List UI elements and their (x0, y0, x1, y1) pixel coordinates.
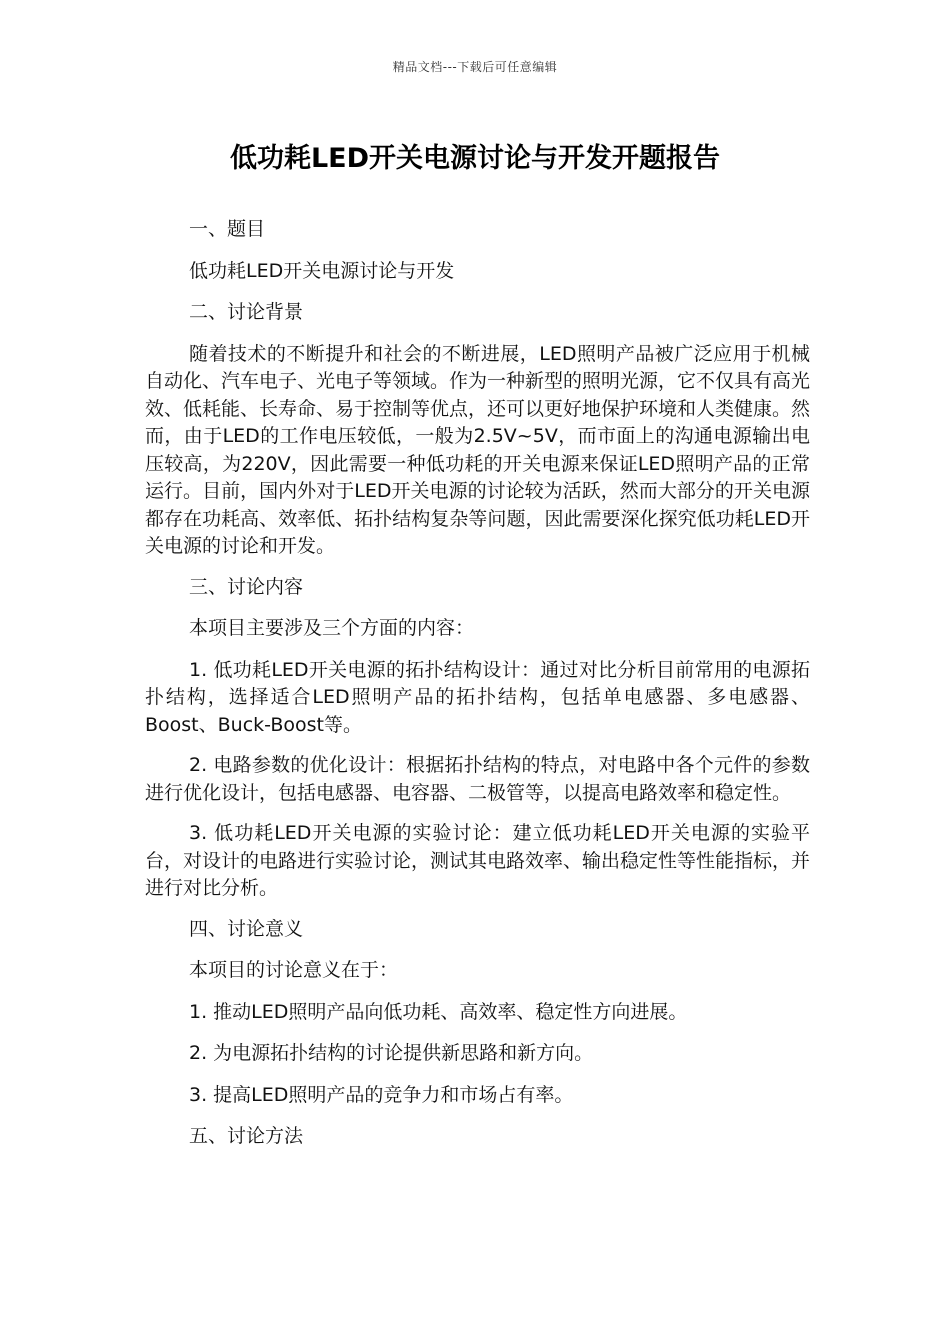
document-body (145, 216, 810, 1165)
content-item-1: 1. 低功耗LED开关电源的拓扑结构设计：通过对比分析目前常用的电源拓扑结构，选择适合LED照明产品的拓扑结构，包括单电感器、多电感器、Boost、Buck-Boost等。 (145, 658, 810, 736)
significance-item-1: 1. 推动LED照明产品向低功耗、高效率、稳定性方向进展。 (189, 1000, 688, 1023)
section-heading-background: 二、讨论背景 (189, 301, 304, 323)
header-note: 精品文档---下载后可任意编辑 (392, 60, 558, 74)
content-intro: 本项目主要涉及三个方面的内容： (189, 617, 475, 639)
section-heading-content: 三、讨论内容 (189, 575, 304, 598)
topic-text: 低功耗LED开关电源讨论与开发 (189, 259, 455, 282)
document-title: 低功耗LED开关电源讨论与开发开题报告 (229, 143, 721, 174)
significance-item-3: 3. 提高LED照明产品的竞争力和市场占有率。 (189, 1083, 574, 1106)
section-heading-method: 五、讨论方法 (189, 1125, 304, 1147)
significance-intro: 本项目的讨论意义在于： (189, 959, 399, 981)
section-heading-topic: 一、题目 (189, 218, 266, 240)
significance-item-2: 2. 为电源拓扑结构的讨论提供新思路和新方向。 (189, 1042, 594, 1064)
content-item-3: 3. 低功耗LED开关电源的实验讨论：建立低功耗LED开关电源的实验平台，对设计的电路进行实验讨论，测试其电路效率、输出稳定性等性能指标，并进行对比分析。 (145, 822, 811, 899)
section-heading-significance: 四、讨论意义 (189, 917, 304, 940)
background-paragraph: 随着技术的不断提升和社会的不断进展，LED照明产品被广泛应用于机械自动化、汽车电子、光电子等领域。作为一种新型的照明光源，它不仅具有高光效、低耗能、长寿命、易于控制等优点，还可以更好地保护环境和人类健康。然而，由于LED的工作电压较低，一般为2.5V~5V，而市面上的沟通电源输出电压较高，为220V，因此需要一种低功耗的开关电源来保证LED照明产品的正常运行。目前，国内外对于LED开关电源的讨论较为活跃，然而大部分的开关电源都存在功耗高、效率低、拓扑结构复杂等问题，因此需要深化探究低功耗LED开关电源的讨论和开发。 (145, 342, 811, 557)
content-item-2: 2. 电路参数的优化设计：根据拓扑结构的特点，对电路中各个元件的参数进行优化设计，包括电感器、电容器、二极管等，以提高电路效率和稳定性。 (145, 754, 810, 804)
